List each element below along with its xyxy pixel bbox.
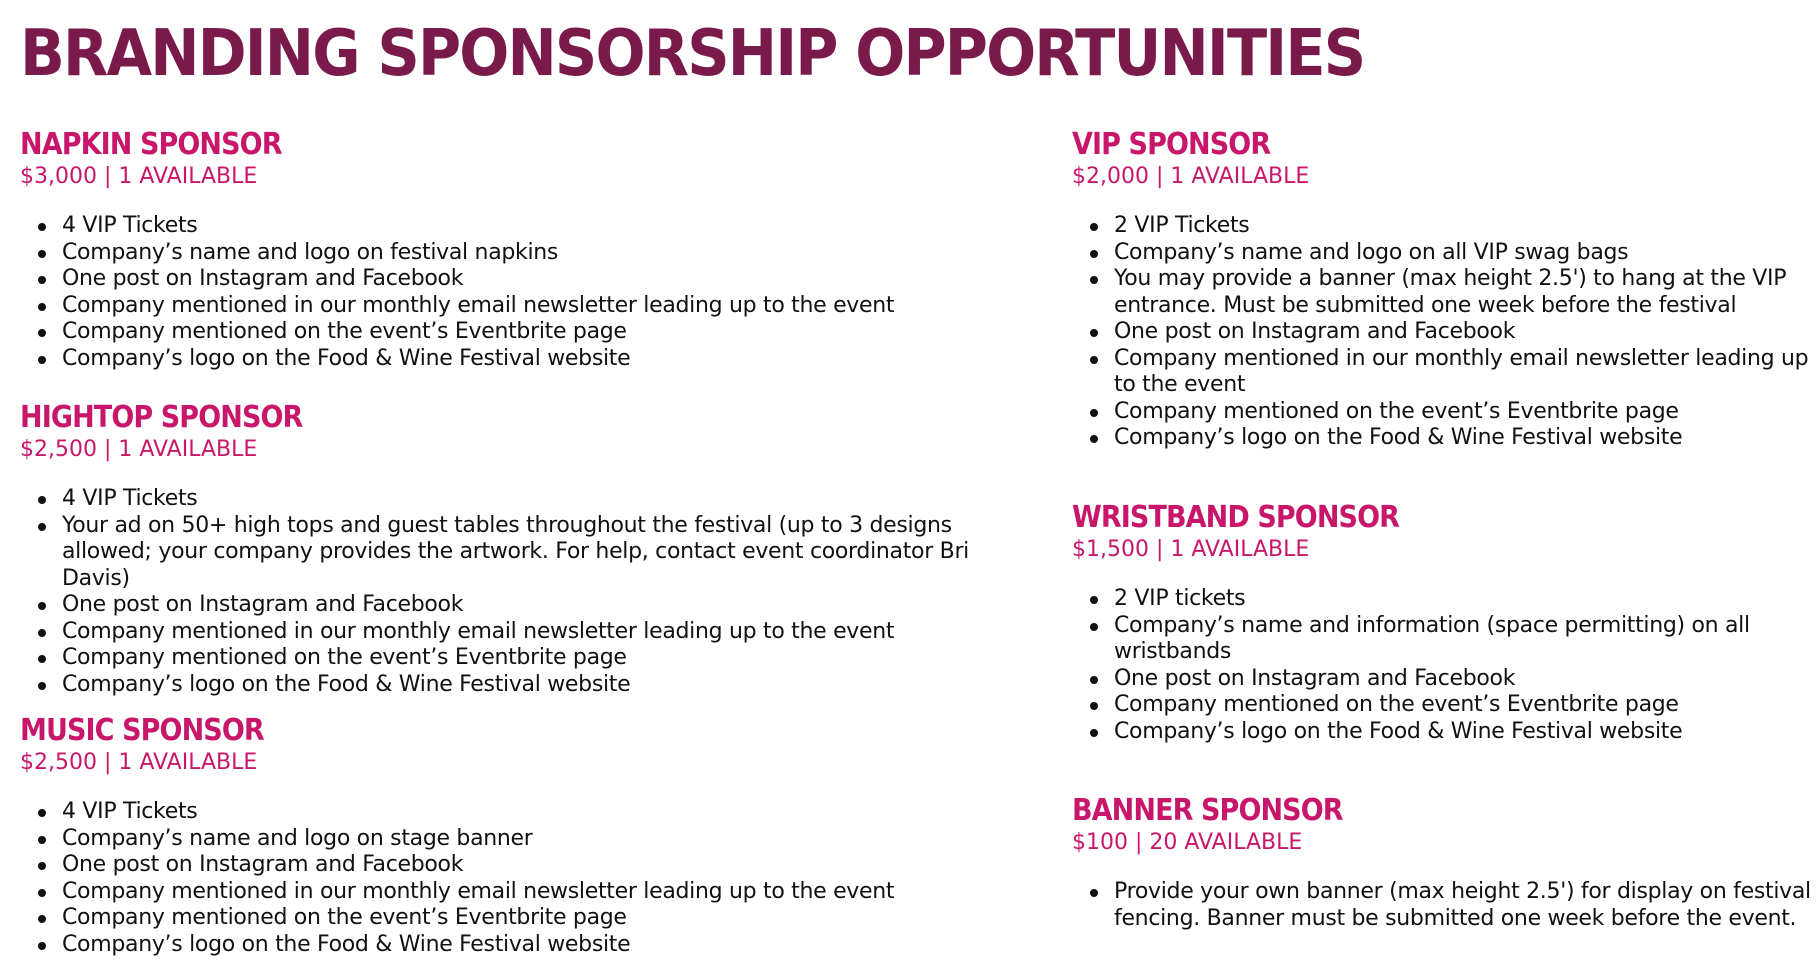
bullet-icon (1090, 676, 1098, 684)
benefit-list (20, 799, 1020, 958)
list-item: Company’s name and logo on festival napkins (62, 240, 1020, 267)
bullet-icon (1090, 250, 1098, 258)
list-item: 2 VIP tickets (1114, 586, 1812, 613)
sponsor-price: $1,500 | 1 AVAILABLE (1072, 537, 1310, 562)
benefit-list (20, 486, 1020, 698)
list-item: Your ad on 50+ high tops and guest tables throughout the festival (up to 3 designs allowed; your company provides the artwork. For help, contact event coordinator Bri Davis) (62, 513, 1020, 593)
bullet-icon (38, 523, 46, 531)
list-item: Company mentioned in our monthly email newsletter leading up to the event (62, 879, 1020, 906)
bullet-icon (38, 889, 46, 897)
sponsor-name: HIGHTOP SPONSOR (20, 400, 303, 435)
bullet-icon (38, 250, 46, 258)
bullet-icon (38, 915, 46, 923)
list-item: Company’s logo on the Food & Wine Festival website (62, 346, 1020, 373)
list-item: Company’s name and logo on stage banner (62, 826, 1020, 853)
sponsor-name: NAPKIN SPONSOR (20, 127, 282, 162)
benefit-list (20, 213, 1020, 372)
sponsor-vip (1072, 128, 1812, 501)
list-item: 2 VIP Tickets (1114, 213, 1812, 240)
list-item: Company’s logo on the Food & Wine Festival website (62, 932, 1020, 959)
bullet-icon (1090, 623, 1098, 631)
list-item: Provide your own banner (max height 2.5') for display on festival fencing. Banner must be submitted one week before the event. (1114, 879, 1812, 932)
bullet-icon (38, 223, 46, 231)
bullet-icon (38, 496, 46, 504)
sponsor-wristband (1072, 501, 1812, 794)
sponsor-price: $2,500 | 1 AVAILABLE (20, 437, 258, 462)
list-item: Company mentioned on the event’s Eventbrite page (62, 645, 1020, 672)
list-item: Company mentioned on the event’s Eventbrite page (62, 905, 1020, 932)
list-item: Company’s logo on the Food & Wine Festival website (1114, 719, 1812, 746)
bullet-icon (38, 303, 46, 311)
bullet-icon (1090, 409, 1098, 417)
right-column (1072, 128, 1812, 932)
list-item: You may provide a banner (max height 2.5') to hang at the VIP entrance. Must be submitted one week before the festival (1114, 266, 1812, 319)
bullet-icon (38, 836, 46, 844)
list-item: Company mentioned in our monthly email newsletter leading up to the event (1114, 346, 1812, 399)
page-title: BRANDING SPONSORSHIP OPPORTUNITIES (20, 17, 1365, 91)
benefit-list (1072, 213, 1812, 452)
bullet-icon (38, 942, 46, 950)
list-item: 4 VIP Tickets (62, 486, 1020, 513)
bullet-icon (38, 862, 46, 870)
bullet-icon (1090, 276, 1098, 284)
bullet-icon (1090, 889, 1098, 897)
bullet-icon (38, 655, 46, 663)
bullet-icon (1090, 596, 1098, 604)
bullet-icon (1090, 729, 1098, 737)
sponsor-price: $100 | 20 AVAILABLE (1072, 830, 1303, 855)
sponsor-name: VIP SPONSOR (1072, 127, 1271, 162)
sponsor-napkin (20, 128, 1020, 401)
bullet-icon (38, 356, 46, 364)
list-item: Company’s logo on the Food & Wine Festival website (1114, 425, 1812, 452)
list-item: One post on Instagram and Facebook (1114, 319, 1812, 346)
bullet-icon (38, 682, 46, 690)
sponsor-name: WRISTBAND SPONSOR (1072, 500, 1400, 535)
bullet-icon (1090, 435, 1098, 443)
list-item: Company’s name and logo on all VIP swag bags (1114, 240, 1812, 267)
list-item: Company’s logo on the Food & Wine Festival website (62, 672, 1020, 699)
sponsor-name: BANNER SPONSOR (1072, 793, 1343, 828)
bullet-icon (1090, 356, 1098, 364)
bullet-icon (38, 602, 46, 610)
left-column (20, 128, 1020, 958)
sponsor-name: MUSIC SPONSOR (20, 713, 264, 748)
list-item: 4 VIP Tickets (62, 213, 1020, 240)
list-item: Company mentioned in our monthly email newsletter leading up to the event (62, 619, 1020, 646)
sponsor-price: $2,500 | 1 AVAILABLE (20, 750, 258, 775)
list-item: One post on Instagram and Facebook (62, 266, 1020, 293)
list-item: Company mentioned in our monthly email newsletter leading up to the event (62, 293, 1020, 320)
bullet-icon (38, 629, 46, 637)
bullet-icon (1090, 702, 1098, 710)
list-item: Company mentioned on the event’s Eventbrite page (1114, 399, 1812, 426)
list-item: One post on Instagram and Facebook (62, 852, 1020, 879)
bullet-icon (38, 329, 46, 337)
bullet-icon (1090, 329, 1098, 337)
bullet-icon (1090, 223, 1098, 231)
list-item: One post on Instagram and Facebook (1114, 666, 1812, 693)
benefit-list (1072, 879, 1812, 932)
list-item: Company’s name and information (space permitting) on all wristbands (1114, 613, 1812, 666)
list-item: One post on Instagram and Facebook (62, 592, 1020, 619)
sponsor-banner (1072, 794, 1812, 932)
list-item: 4 VIP Tickets (62, 799, 1020, 826)
bullet-icon (38, 276, 46, 284)
sponsor-hightop (20, 401, 1020, 714)
sponsor-price: $2,000 | 1 AVAILABLE (1072, 164, 1310, 189)
sponsor-price: $3,000 | 1 AVAILABLE (20, 164, 258, 189)
bullet-icon (38, 809, 46, 817)
list-item: Company mentioned on the event’s Eventbrite page (62, 319, 1020, 346)
sponsor-music (20, 714, 1020, 958)
benefit-list (1072, 586, 1812, 745)
list-item: Company mentioned on the event’s Eventbrite page (1114, 692, 1812, 719)
